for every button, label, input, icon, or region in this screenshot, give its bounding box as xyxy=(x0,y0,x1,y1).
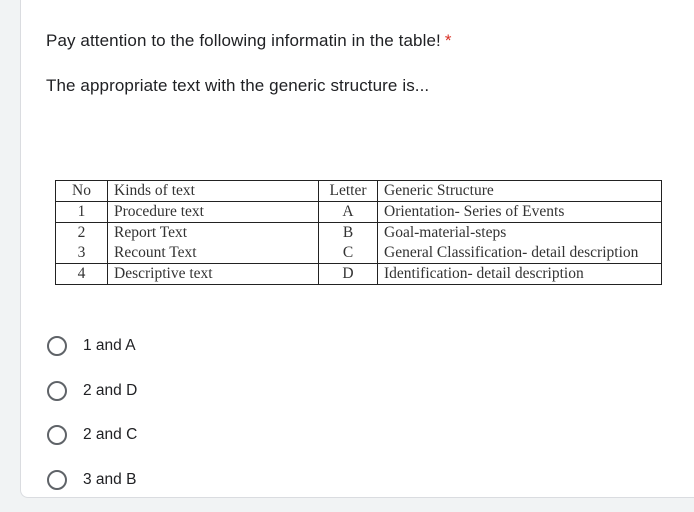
cell-no: 3 xyxy=(56,243,108,264)
cell-letter: B xyxy=(319,223,378,244)
option-label[interactable]: 2 and C xyxy=(83,426,138,443)
cell-kind: Recount Text xyxy=(108,243,319,264)
radio-button[interactable] xyxy=(47,381,67,401)
option-3-and-b[interactable] xyxy=(47,468,137,492)
cell-structure: General Classification- detail description xyxy=(378,243,662,264)
option-label[interactable]: 2 and D xyxy=(83,381,138,399)
header-no: No xyxy=(56,181,108,202)
table-row xyxy=(56,243,662,264)
cell-no: 1 xyxy=(56,202,108,223)
cell-kind: Descriptive text xyxy=(108,264,319,285)
cell-no: 4 xyxy=(56,264,108,285)
cell-no: 2 xyxy=(56,223,108,244)
cell-kind: Procedure text xyxy=(108,202,319,223)
cell-structure: Orientation- Series of Events xyxy=(378,202,662,223)
question-description: The appropriate text with the generic structure is... xyxy=(46,76,430,95)
table-row xyxy=(56,264,662,285)
cell-structure: Identification- detail description xyxy=(378,264,662,285)
table-row xyxy=(56,202,662,223)
answer-options xyxy=(47,334,137,512)
radio-button[interactable] xyxy=(47,425,67,445)
option-label[interactable]: 1 and A xyxy=(83,337,136,354)
option-2-and-d[interactable] xyxy=(47,379,137,403)
table-row xyxy=(56,223,662,244)
question-title xyxy=(46,31,452,51)
question-title-text: Pay attention to the following informatin in the table! xyxy=(46,31,441,50)
header-kinds-of-text: Kinds of text xyxy=(108,181,319,202)
header-generic-structure: Generic Structure xyxy=(378,181,662,202)
cell-letter: A xyxy=(319,202,378,223)
required-asterisk: * xyxy=(444,31,452,50)
info-table xyxy=(55,180,662,285)
radio-button[interactable] xyxy=(47,336,67,356)
cell-letter: C xyxy=(319,243,378,264)
cell-letter: D xyxy=(319,264,378,285)
option-label[interactable]: 3 and B xyxy=(83,470,137,488)
radio-button[interactable] xyxy=(47,470,67,490)
table-header-row xyxy=(56,181,662,202)
cell-structure: Goal-material-steps xyxy=(378,223,662,244)
option-1-and-a[interactable] xyxy=(47,334,137,358)
question-card xyxy=(20,0,694,498)
option-2-and-c[interactable] xyxy=(47,423,137,447)
header-letter: Letter xyxy=(319,181,378,202)
cell-kind: Report Text xyxy=(108,223,319,244)
